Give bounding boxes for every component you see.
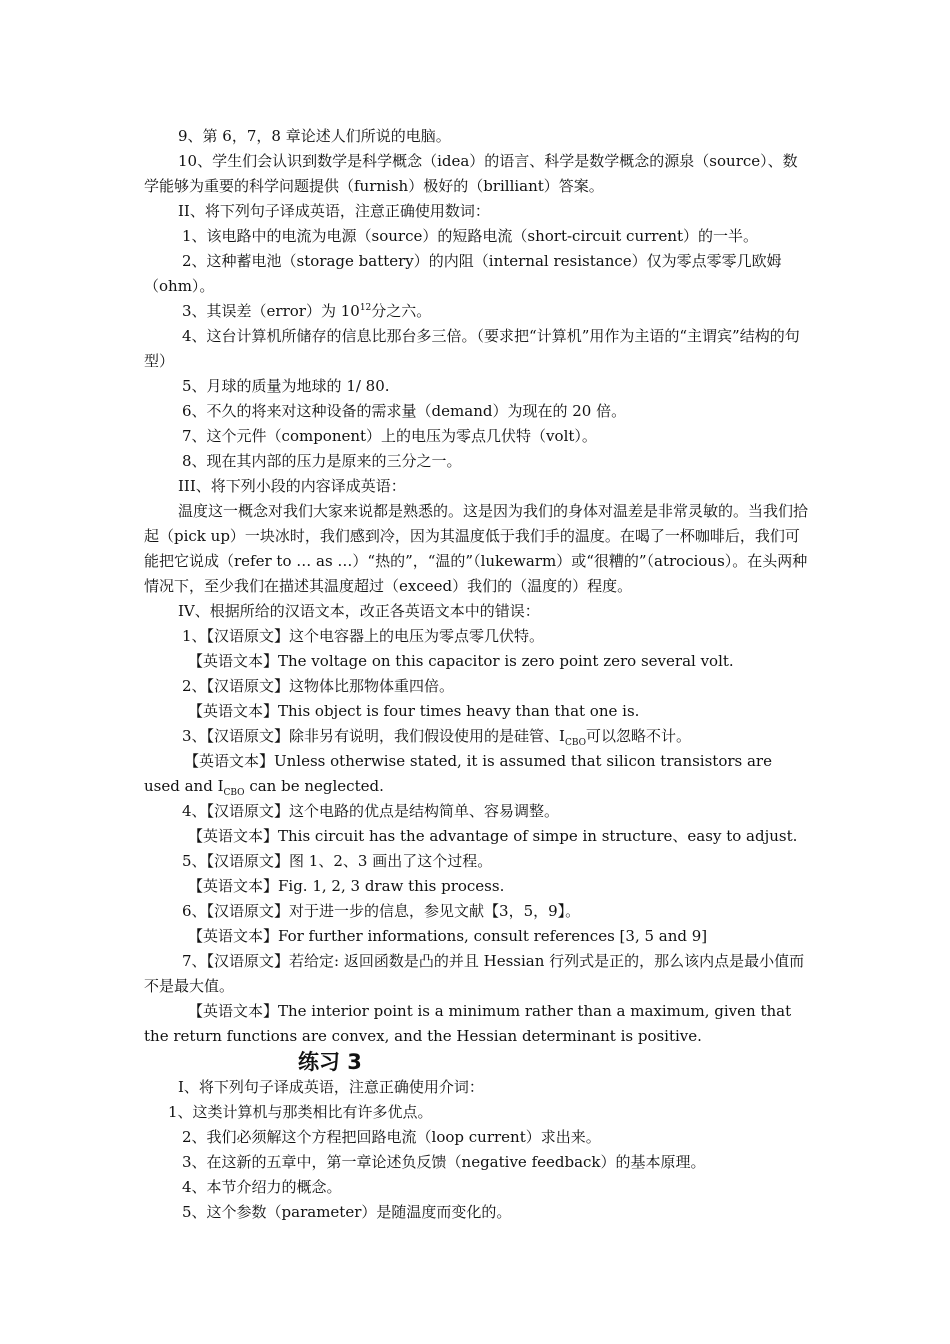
iv-item-4-chinese: 4、【汉语原文】这个电路的优点是结构简单、容易调整。	[182, 802, 560, 820]
section-iii-heading: III、将下列小段的内容译成英语：	[178, 477, 406, 495]
subscript: CBO	[223, 788, 245, 798]
ii-item-2: 2、这种蓄电池（storage battery）的内阻（internal resistance）仅为零点零零几欧姆（ohm）。	[144, 252, 782, 295]
ii-item-4: 4、这台计算机所储存的信息比那台多三倍。（要求把“计算机”用作为主语的“主谓宾”结构的句型）	[144, 327, 800, 370]
iv-item-7-english: 【英语文本】The interior point is a minimum rather than a maximum, given that the return functions are convex, and the Hessian determinant is positive.	[144, 1002, 792, 1045]
iv-item-5-english: 【英语文本】Fig. 1, 2, 3 draw this process.	[188, 877, 505, 895]
ii-item-1: 1、该电路中的电流为电源（source）的短路电流（short-circuit current）的一半。	[182, 227, 759, 245]
ex3-item-5: 5、这个参数（parameter）是随温度而变化的。	[182, 1203, 512, 1221]
ii-item-8: 8、现在其内部的压力是原来的三分之一。	[182, 452, 462, 470]
ex3-item-4: 4、本节介绍力的概念。	[182, 1178, 342, 1196]
ii-item-3	[144, 299, 808, 324]
ex3-item-2: 2、我们必须解这个方程把回路电流（loop current）求出来。	[182, 1128, 601, 1146]
iv-item-5-chinese: 5、【汉语原文】图 1、2、3 画出了这个过程。	[182, 852, 493, 870]
iv-item-1-english: 【英语文本】The voltage on this capacitor is zero point zero several volt.	[188, 652, 734, 670]
section-iv-heading: IV、根据所给的汉语文本，改正各英语文本中的错误：	[178, 602, 540, 620]
iv-item-6-english: 【英语文本】For further informations, consult references [3, 5 and 9]	[188, 927, 708, 945]
iv-item-7-chinese: 7、【汉语原文】若给定: 返回函数是凸的并且 Hessian 行列式是正的，那么该内点是最小值而不是最大值。	[144, 952, 805, 995]
iv-item-3-chinese-pre: 3、【汉语原文】除非另有说明，我们假设使用的是硅管、I	[182, 727, 565, 745]
subscript: CBO	[564, 738, 587, 748]
ex3-item-3: 3、在这新的五章中，第一章论述负反馈（negative feedback）的基本原理。	[182, 1153, 706, 1171]
iv-item-3-english-pre: 【英语文本】Unless otherwise stated, it is assumed that silicon transistors are used and I	[144, 752, 772, 795]
iv-item-2-chinese: 2、【汉语原文】这物体比那物体重四倍。	[182, 677, 455, 695]
document-body	[144, 124, 808, 1225]
iv-item-3-english	[144, 749, 808, 799]
ii-item-5: 5、月球的质量为地球的 1/ 80.	[182, 377, 390, 395]
iv-item-3-chinese	[144, 724, 808, 749]
ii-item-3-pre: 3、其误差（error）为 10	[182, 302, 360, 320]
iv-item-2-english: 【英语文本】This object is four times heavy than that one is.	[188, 702, 640, 720]
ii-item-7: 7、这个元件（component）上的电压为零点几伏特（volt）。	[182, 427, 597, 445]
ii-item-6: 6、不久的将来对这种设备的需求量（demand）为现在的 20 倍。	[182, 402, 627, 420]
iv-item-3-chinese-post: 可以忽略不计。	[586, 727, 692, 745]
item-10: 10、学生们会认识到数学是科学概念（idea）的语言、科学是数学概念的源泉（source）、数学能够为重要的科学问题提供（furnish）极好的（brilliant）答案。	[144, 152, 798, 195]
ii-item-3-post: 分之六。	[371, 302, 432, 320]
item-9: 9、第 6，7，8 章论述人们所说的电脑。	[178, 127, 451, 145]
section-ii-heading: II、将下列句子译成英语，注意正确使用数词：	[178, 202, 490, 220]
section-iii-paragraph: 温度这一概念对我们大家来说都是熟悉的。这是因为我们的身体对温差是非常灵敏的。当我们拾起（pick up）一块冰时，我们感到冷，因为其温度低于我们手的温度。在喝了一杯咖啡后，我们可能把它说成（refer to … as …）“热的”，“温的”（lukewarm）或“很糟的”（atrocious）。在头两种情况下，至少我们在描述其温度超过（exceed）我们的（温度的）程度。	[144, 502, 809, 595]
exercise-3-section-i-heading: I、将下列句子译成英语，注意正确使用介词：	[178, 1078, 484, 1096]
iv-item-6-chinese: 6、【汉语原文】对于进一步的信息，参见文献【3，5，9】。	[182, 902, 581, 920]
iv-item-3-english-post: can be neglected.	[244, 777, 384, 795]
iv-item-1-chinese: 1、【汉语原文】这个电容器上的电压为零点零几伏特。	[182, 627, 545, 645]
exercise-3-title: 练习 3	[298, 1050, 362, 1074]
ex3-item-1: 1、这类计算机与那类相比有许多优点。	[168, 1103, 433, 1121]
exponent: 12	[359, 303, 372, 313]
iv-item-4-english: 【英语文本】This circuit has the advantage of simpe in structure、easy to adjust.	[188, 827, 798, 845]
